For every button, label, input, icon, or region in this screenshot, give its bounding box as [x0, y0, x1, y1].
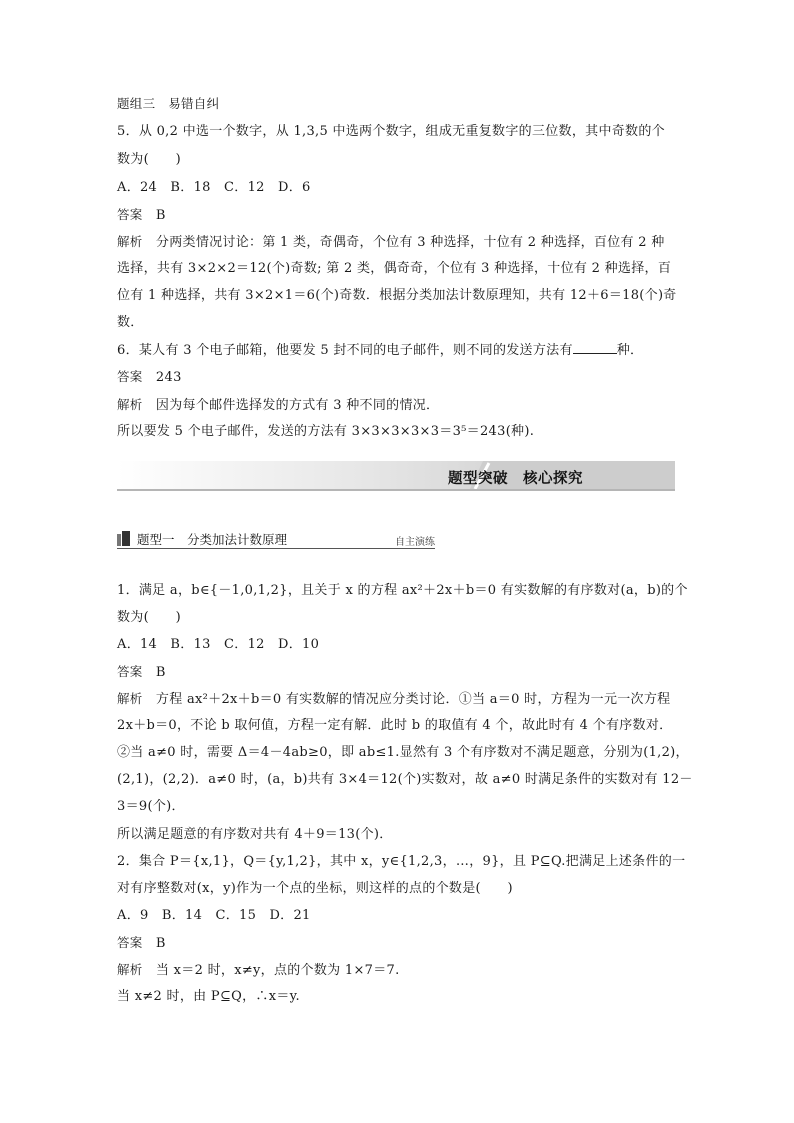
section-title: 题型一 分类加法计数原理 [137, 532, 288, 547]
q6-stem-before: 6．某人有 3 个电子邮箱，他要发 5 封不同的电子邮件，则不同的发送方法有 [117, 343, 573, 358]
q5-options: A．24 B．18 C．12 D．6 [117, 180, 311, 195]
p2-options: A．9 B．14 C．15 D．21 [117, 908, 311, 923]
p2-stem-line1: 2．集合 P＝{x,1}，Q＝{y,1,2}，其中 x，y∈{1,2,3，…，9}，且 P⊆Q.把满足上述条件的一 [117, 854, 686, 869]
answer-label: 答案 [117, 935, 143, 950]
p2-answer-row [117, 934, 166, 953]
answer-label: 答案 [117, 207, 143, 222]
answer-label: 答案 [117, 664, 143, 679]
q6-stem-after: 种． [616, 343, 644, 358]
section-header [117, 530, 435, 550]
p1-stem-line1: 1．满足 a，b∈{－1,0,1,2}，且关于 x 的方程 ax²＋2x＋b＝0 有实数解的有序数对(a，b)的个 [117, 583, 688, 598]
p1-analysis-line3: ②当 a≠0 时，需要 Δ＝4－4ab≥0，即 ab≤1.显然有 3 个有序数对不满足题意，分别为(1,2)， [117, 745, 689, 760]
group-heading: 题组三 易错自纠 [117, 96, 220, 111]
analysis-label: 解析 [117, 962, 143, 977]
p1-analysis-line1 [117, 690, 670, 709]
answer-label: 答案 [117, 369, 143, 384]
p2-analysis-line2: 当 x≠2 时，由 P⊆Q，∴x＝y. [117, 989, 300, 1004]
section-banner [117, 461, 675, 491]
p1-analysis-line4: (2,1)，(2,2)．a≠0 时，(a，b)共有 3×4＝12(个)实数对，故 a≠0 时满足条件的实数对有 12－ [117, 772, 693, 787]
analysis-label: 解析 [117, 397, 143, 412]
p2-analysis-line1 [117, 961, 400, 980]
banner-title: 题型突破 核心探究 [448, 471, 583, 487]
p2-analysis-text1: 当 x＝2 时，x≠y，点的个数为 1×7＝7. [155, 963, 400, 978]
bookmark-icon [117, 531, 131, 547]
p1-analysis-line2: 2x＋b＝0，不论 b 取何值，方程一定有解．此时 b 的取值有 4 个，故此时有 4 个有序数对． [117, 718, 673, 733]
q5-analysis-line2: 选择，共有 3×2×2＝12(个)奇数; 第 2 类，偶奇奇，个位有 3 种选择，十位有 2 种选择，百 [117, 261, 672, 276]
p1-analysis-line5: 3＝9(个)． [117, 799, 185, 814]
q5-stem-line1: 5．从 0,2 中选一个数字，从 1,3,5 中选两个数字，组成无重复数字的三位数，其中奇数的个 [117, 124, 665, 139]
p2-answer: B [155, 936, 166, 951]
p1-analysis-line6: 所以满足题意的有序数对共有 4＋9＝13(个)． [117, 827, 393, 842]
p1-stem-line2: 数为( ) [117, 610, 181, 625]
analysis-label: 解析 [117, 234, 143, 249]
p1-analysis-text1: 方程 ax²＋2x＋b＝0 有实数解的情况应分类讨论．①当 a＝0 时，方程为一元一次方程 [155, 692, 671, 707]
analysis-label: 解析 [117, 691, 143, 706]
q6-answer-row [117, 368, 182, 387]
q5-answer: B [155, 208, 166, 223]
section-underline [117, 548, 435, 549]
p1-options: A．14 B．13 C．12 D．10 [117, 637, 320, 652]
fill-blank [573, 341, 617, 354]
q5-answer-row [117, 206, 166, 225]
p2-stem-line2: 对有序整数对(x，y)作为一个点的坐标，则这样的点的个数是( ) [117, 881, 513, 896]
q5-analysis-line4: 数． [117, 315, 144, 330]
section-subtitle: 自主演练 [395, 537, 435, 548]
q6-analysis-line1 [117, 396, 439, 415]
p1-answer: B [155, 665, 166, 680]
q5-analysis-line3: 位有 1 种选择，共有 3×2×1＝6(个)奇数．根据分类加法计数原理知，共有 12＋6＝18(个)奇 [117, 288, 677, 303]
q6-analysis-text1: 因为每个邮件选择发的方式有 3 种不同的情况． [155, 398, 440, 413]
q5-stem-line2: 数为( ) [117, 152, 181, 167]
q5-analysis-text1: 分两类情况讨论：第 1 类，奇偶奇，个位有 3 种选择，十位有 2 种选择，百位有 2 种 [155, 235, 665, 250]
q6-answer: 243 [155, 370, 182, 385]
q5-analysis-line1 [117, 233, 665, 252]
p1-answer-row [117, 663, 166, 682]
q6-analysis-line2: 所以要发 5 个电子邮件，发送的方法有 3×3×3×3×3＝3⁵＝243(种). [117, 424, 535, 439]
q6-stem [117, 341, 643, 360]
